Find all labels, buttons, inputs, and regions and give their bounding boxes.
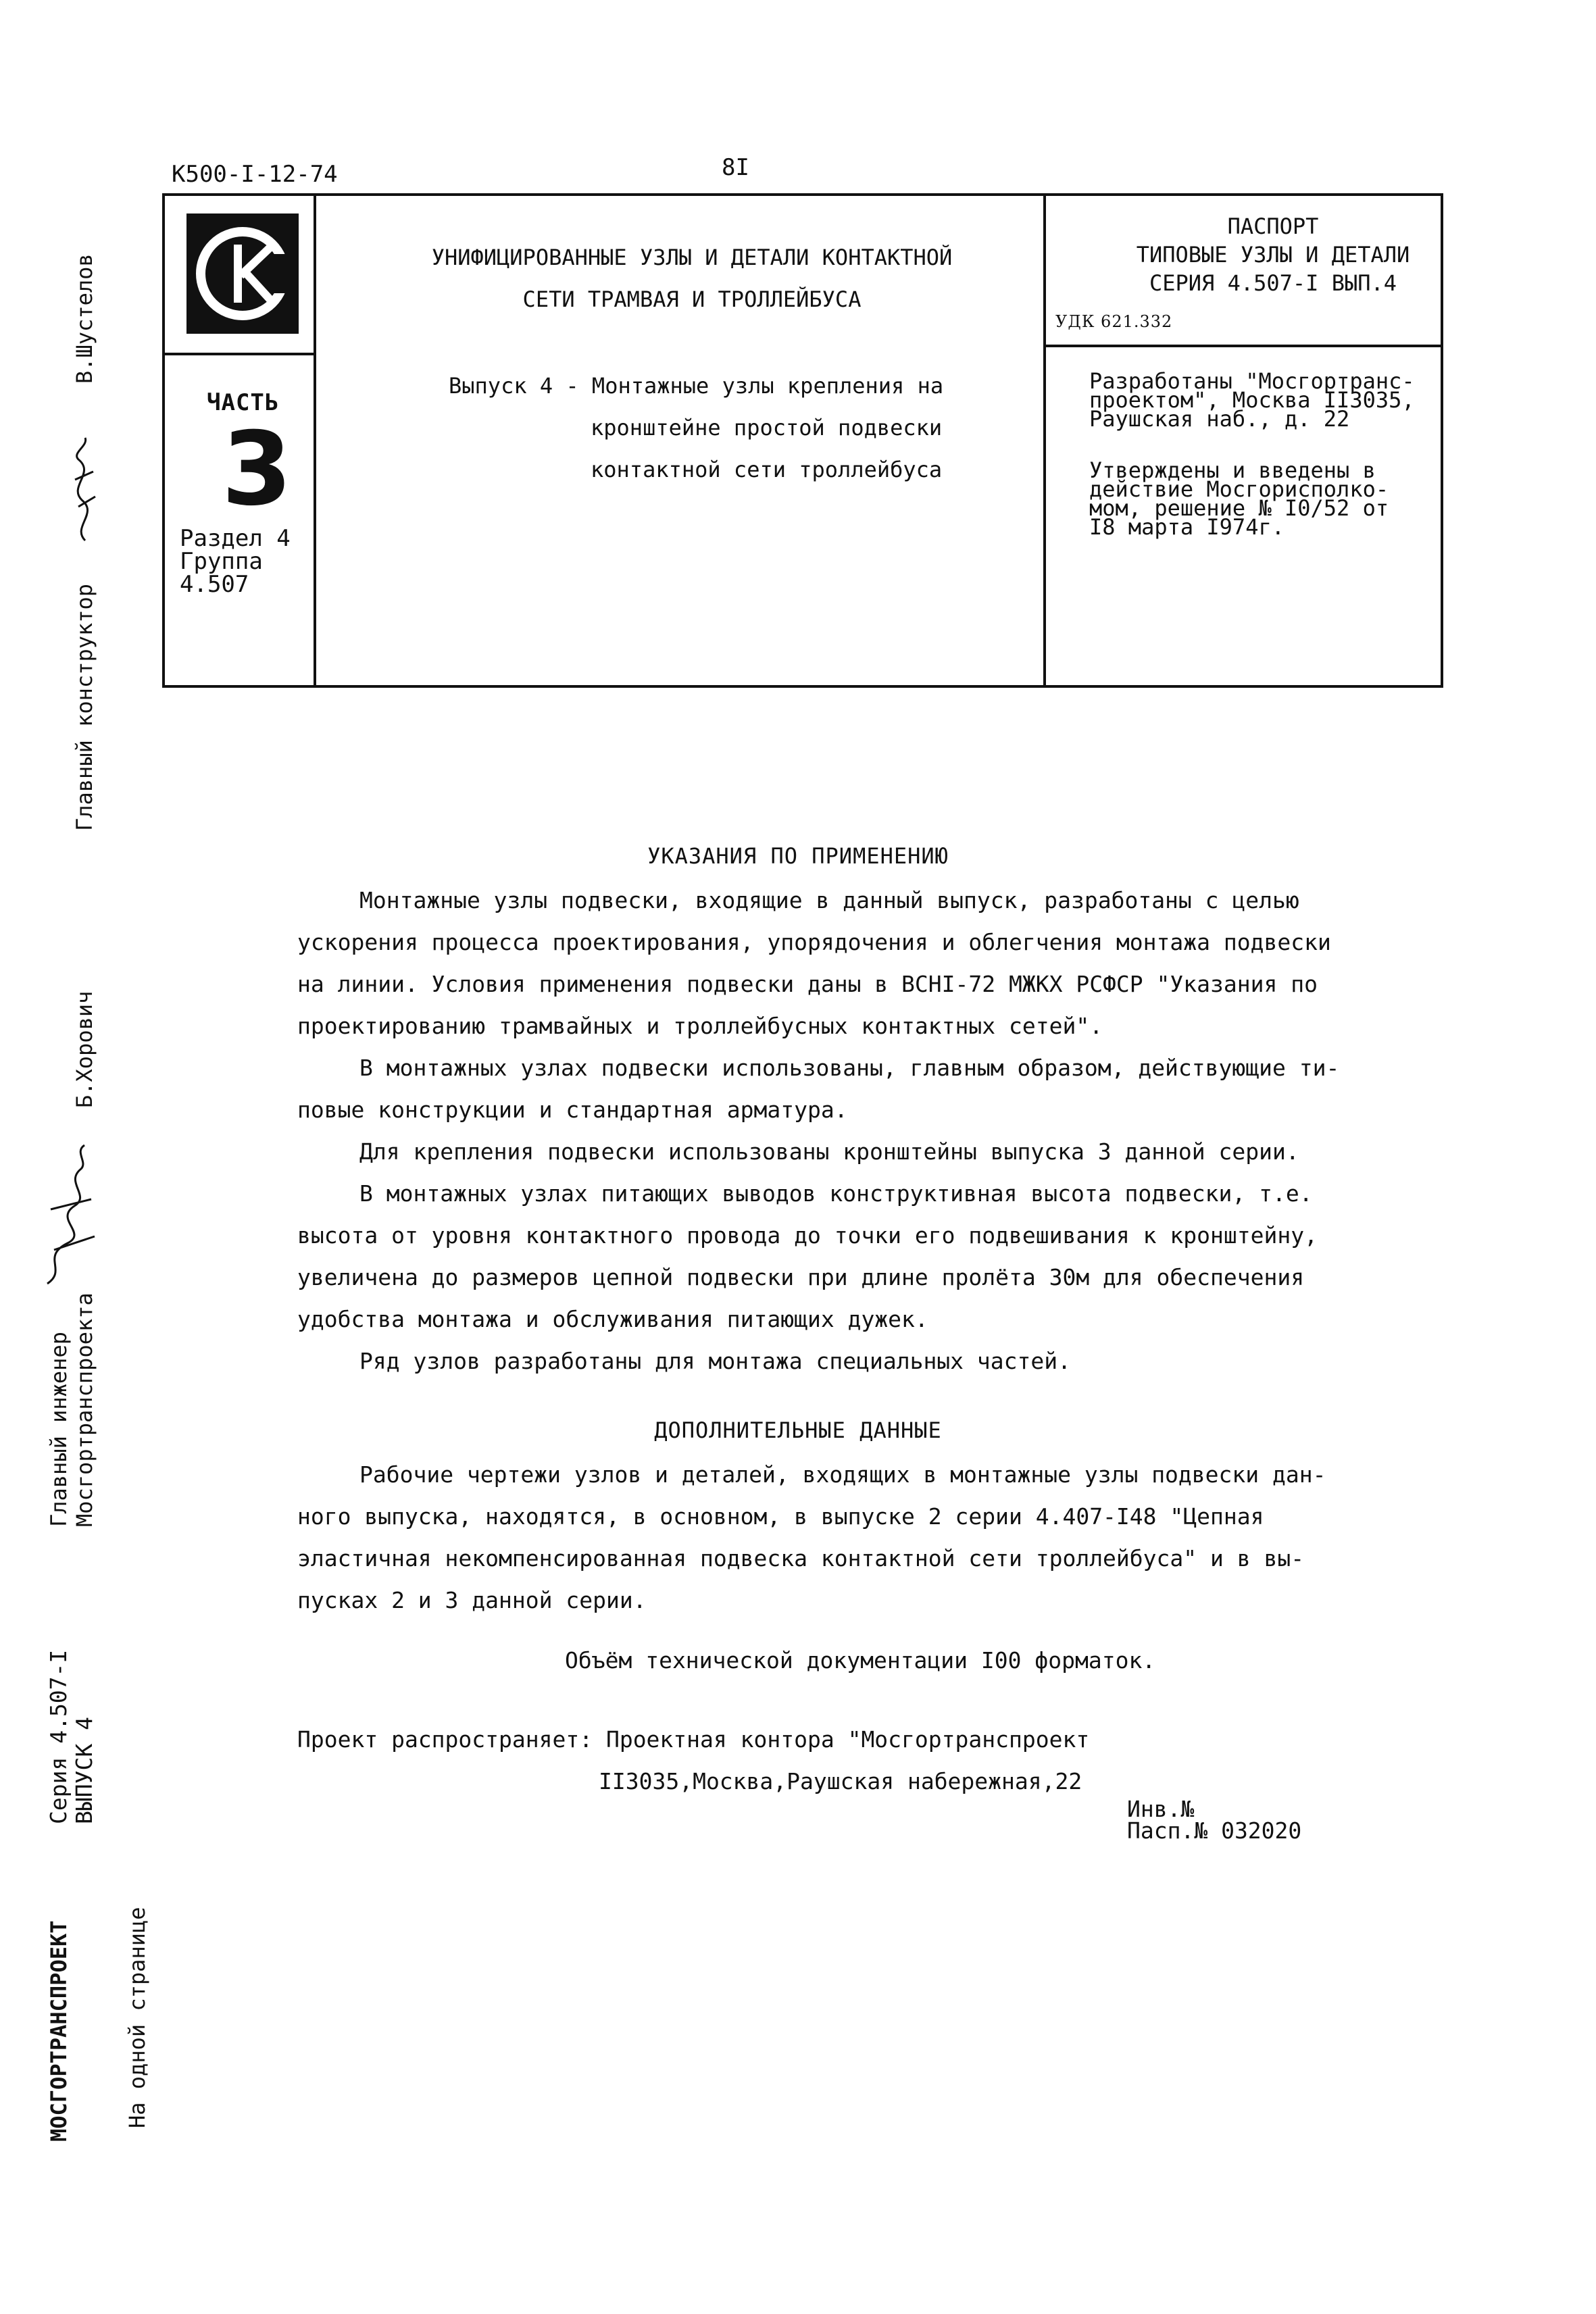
margin-organization: МОСГОРТРАНСПРОЕКТ — [46, 1920, 72, 2142]
chief-engineer-signature — [27, 1142, 108, 1290]
section-line: Раздел 4 — [180, 525, 291, 552]
usage-line: высота от уровня контактного провода до точки его подвешивания к кронштейну, — [297, 1222, 1318, 1249]
usage-line: увеличена до размеров цепной подвески при длине пролёта 30м для обеспечения — [297, 1264, 1305, 1290]
distributor-line: Проект распространяет: Проектная контора "Мосгортранспроект — [297, 1726, 1090, 1753]
document-code: К500-I-12-74 — [172, 161, 338, 188]
usage-line: В монтажных узлах подвески использованы, главным образом, действующие ти- — [359, 1055, 1340, 1081]
title-block-frame — [162, 193, 1443, 688]
usage-line: Для крепления подвески использованы кронштейны выпуска 3 данной серии. — [359, 1138, 1299, 1165]
chief-engineer-title: Главный инженер — [46, 1332, 72, 1527]
approval-line: I8 марта I974г. — [1089, 514, 1285, 540]
chief-designer-signature — [65, 432, 105, 547]
chief-designer-name: В.Шустелов — [72, 253, 97, 384]
developer-line: Разработаны "Мосгортранс- — [1089, 368, 1415, 394]
approval-line: Утверждены и введены в — [1089, 457, 1376, 483]
usage-line: проектированию трамвайных и троллейбусных контактных сетей". — [297, 1013, 1103, 1039]
margin-series: Серия 4.507-I — [45, 1649, 72, 1824]
usage-line: удобства монтажа и обслуживания питающих дужек. — [297, 1306, 928, 1332]
extra-line: Рабочие чертежи узлов и деталей, входящих в монтажные узлы подвески дан- — [359, 1461, 1326, 1488]
issue-description — [449, 365, 943, 491]
developer-line: проектом", Москва II3035, — [1089, 387, 1415, 413]
passport-line: ТИПОВЫЕ УЗЛЫ И ДЕТАЛИ — [1136, 242, 1410, 268]
margin-issue: ВЫПУСК 4 — [71, 1717, 97, 1824]
title-line: УНИФИЦИРОВАННЫЕ УЗЛЫ И ДЕТАЛИ КОНТАКТНОЙ — [431, 245, 953, 270]
usage-line: Ряд узлов разработаны для монтажа специальных частей. — [359, 1348, 1071, 1374]
usage-line: повые конструкции и стандартная арматура. — [297, 1097, 848, 1123]
logo-ck-icon — [186, 213, 299, 334]
frame-divider-logo — [165, 353, 315, 355]
developer-line: Раушская наб., д. 22 — [1089, 406, 1350, 432]
page-number: 8I — [722, 154, 749, 181]
passport-number: Пасп.№ 032020 — [1127, 1817, 1302, 1844]
chief-designer-title: Главный конструктор — [72, 583, 97, 831]
title-line: СЕТИ ТРАМВАЯ И ТРОЛЛЕЙБУСА — [522, 286, 862, 312]
extra-heading: ДОПОЛНИТЕЛЬНЫЕ ДАННЫЕ — [654, 1417, 942, 1443]
issue-line: Выпуск 4 - Монтажные узлы крепления на — [449, 373, 944, 399]
udk-code: УДК 621.332 — [1055, 312, 1173, 331]
frame-divider-left — [314, 196, 316, 685]
extra-line: ного выпуска, находятся, в основном, в выпуске 2 серии 4.407-I48 "Цепная — [297, 1503, 1264, 1530]
usage-line: В монтажных узлах питающих выводов конструктивная высота подвески, т.е. — [359, 1180, 1313, 1207]
issue-line: кронштейне простой подвески — [591, 415, 943, 441]
series-title — [327, 236, 1057, 320]
developer-info — [1089, 368, 1415, 432]
extra-section — [297, 1454, 1326, 1621]
frame-divider-passport — [1045, 345, 1441, 347]
passport-line: СЕРИЯ 4.507-I ВЫП.4 — [1149, 270, 1397, 296]
issue-line: контактной сети троллейбуса — [591, 457, 943, 482]
approval-info — [1089, 457, 1389, 540]
usage-section — [297, 880, 1339, 1382]
chief-engineer-name: Б.Хорович — [72, 990, 97, 1108]
usage-line: Монтажные узлы подвески, входящие в данный выпуск, разработаны с целью — [359, 887, 1299, 913]
approval-line: действие Мосгорисполко- — [1089, 476, 1389, 502]
approval-line: мом, решение № I0/52 от — [1089, 495, 1389, 521]
inventory-info — [1127, 1796, 1302, 1844]
distributor-info — [297, 1719, 1089, 1803]
passport-line: ПАСПОРТ — [1227, 213, 1319, 239]
usage-heading: УКАЗАНИЯ ПО ПРИМЕНЕНИЮ — [647, 843, 949, 869]
usage-line: на линии. Условия применения подвески даны в ВСНI-72 МЖКХ РСФСР "Указания по — [297, 971, 1318, 997]
chief-engineer-org: Мосгортранспроекта — [72, 1292, 97, 1527]
section-info — [180, 527, 291, 596]
distributor-address: II3035,Москва,Раушская набережная,22 — [599, 1768, 1082, 1794]
group-number-line: 4.507 — [180, 571, 249, 598]
passport-block — [1104, 212, 1442, 297]
extra-line: пусках 2 и 3 данной серии. — [297, 1587, 647, 1613]
inventory-line: Инв.№ — [1127, 1796, 1195, 1822]
documentation-volume: Объём технической документации I00 форматок. — [565, 1647, 1156, 1674]
margin-single-page: На одной странице — [124, 1907, 150, 2128]
part-label: ЧАСТЬ — [207, 389, 280, 416]
group-line: Группа — [180, 548, 263, 575]
extra-line: эластичная некомпенсированная подвеска контактной сети троллейбуса" и в вы- — [297, 1545, 1305, 1571]
company-logo — [186, 213, 299, 334]
usage-line: ускорения процесса проектирования, упорядочения и облегчения монтажа подвески — [297, 929, 1331, 955]
part-number: 3 — [222, 411, 293, 528]
